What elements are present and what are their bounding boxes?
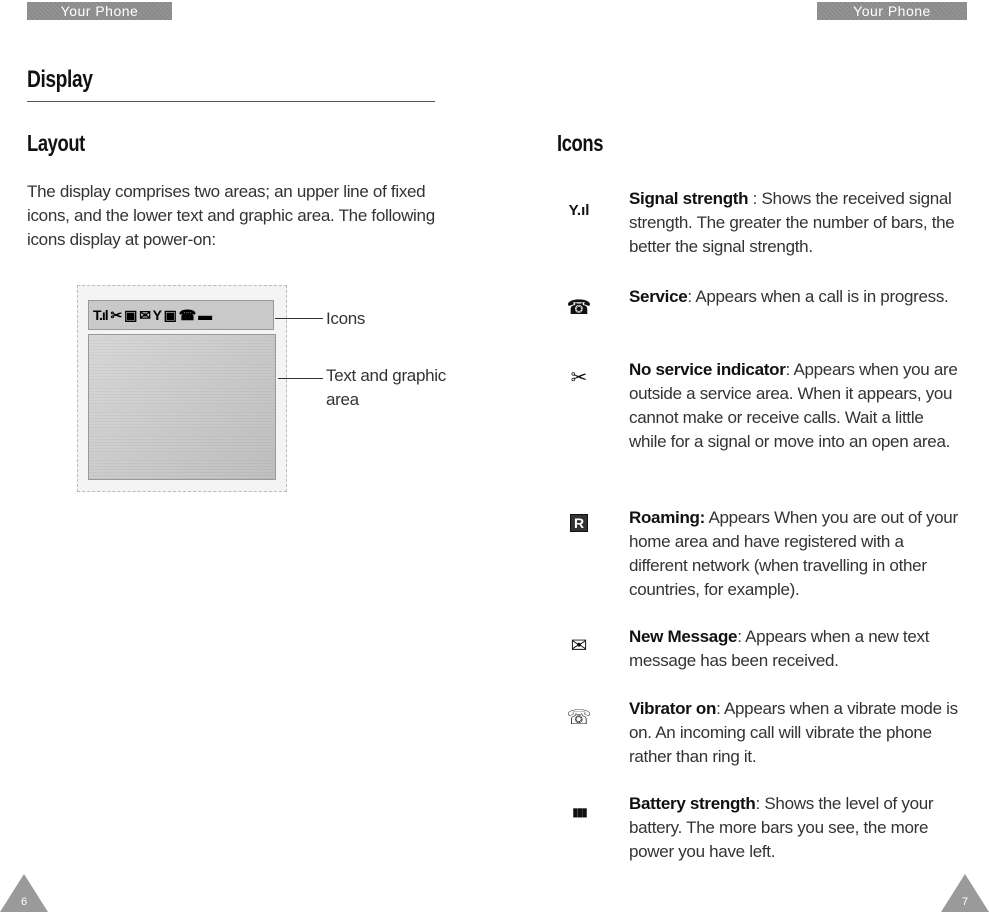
icon-item-term: Battery strength — [629, 794, 756, 813]
battery-icon: ▮▮▮ — [572, 805, 586, 819]
phone-display-illustration — [77, 285, 287, 492]
icon-item-service — [629, 285, 959, 309]
icon-item-signal — [629, 187, 959, 259]
section-divider — [27, 101, 435, 102]
icon-item-separator: : — [748, 189, 762, 208]
icon-item-new-message — [629, 625, 959, 673]
icon-item-battery — [629, 792, 959, 864]
icon-item-description: Appears when a new text message has been received. — [629, 627, 930, 670]
callout-text-area: Text and graphic area — [326, 366, 446, 409]
section-title-icons: Icons — [557, 130, 604, 156]
icon-item-description: Shows the level of your battery. The more bars you see, the more power you have left. — [629, 794, 934, 861]
icon-item-no-service — [629, 358, 959, 454]
icon-item-term: New Message — [629, 627, 738, 646]
icon-item-description: Appears When you are out of your home area and have registered with a different network (when travelling in other countries, for example). — [629, 508, 958, 599]
icon-item-roaming — [629, 506, 959, 602]
header-tab-left: Your Phone — [27, 2, 172, 20]
icon-item-term: Service — [629, 287, 688, 306]
header-tab-right: Your Phone — [817, 2, 967, 20]
leader-line-icons — [275, 318, 323, 319]
icon-item-description: Appears when you are outside a service area. When it appears, you cannot make or receive calls. Wait a little while for a signal or move into an open area. — [629, 360, 958, 451]
icon-item-separator: : — [737, 627, 746, 646]
no-service-icon: ✂ — [570, 366, 588, 389]
icon-item-separator: : — [687, 287, 696, 306]
icon-item-term: Roaming: — [629, 508, 705, 527]
vibrator-icon: ☏ — [566, 706, 592, 729]
icon-item-separator: : — [785, 360, 794, 379]
subsection-title-layout: Layout — [27, 130, 85, 156]
leader-line-text — [278, 378, 323, 379]
icon-item-term: Vibrator on — [629, 699, 717, 718]
icon-bar: T.ıl ✂ ▣ ✉ Y ▣ ☎ ▬ — [88, 300, 274, 330]
icon-item-separator: : — [716, 699, 724, 718]
icon-item-vibrator — [629, 697, 959, 769]
callout-icons: Icons — [326, 309, 366, 328]
section-title-display: Display — [27, 66, 93, 93]
roaming-icon — [560, 506, 598, 540]
icon-item-description: Shows the received signal strength. The greater the number of bars, the better the signal strength. — [629, 189, 955, 256]
layout-paragraph: The display comprises two areas; an upper line of fixed icons, and the lower text and graphic area. The following icons display at power-on: — [27, 182, 435, 249]
new-message-icon: ✉ — [570, 634, 588, 657]
service-call-icon: ☎ — [566, 296, 592, 319]
icon-item-term: Signal strength — [629, 189, 749, 208]
signal-strength-icon: Y.ıl — [568, 201, 590, 219]
icon-item-description: Appears when a vibrate mode is on. An incoming call will vibrate the phone rather than ring it. — [629, 699, 958, 766]
roaming-glyph: R — [570, 514, 588, 532]
page-number-right: 7 — [961, 896, 969, 908]
icon-item-description: Appears when a call is in progress. — [695, 287, 949, 306]
icon-item-separator: : — [755, 794, 765, 813]
page-number-left: 6 — [20, 896, 28, 908]
icon-item-term: No service indicator — [629, 360, 786, 379]
text-graphic-area — [88, 334, 276, 480]
